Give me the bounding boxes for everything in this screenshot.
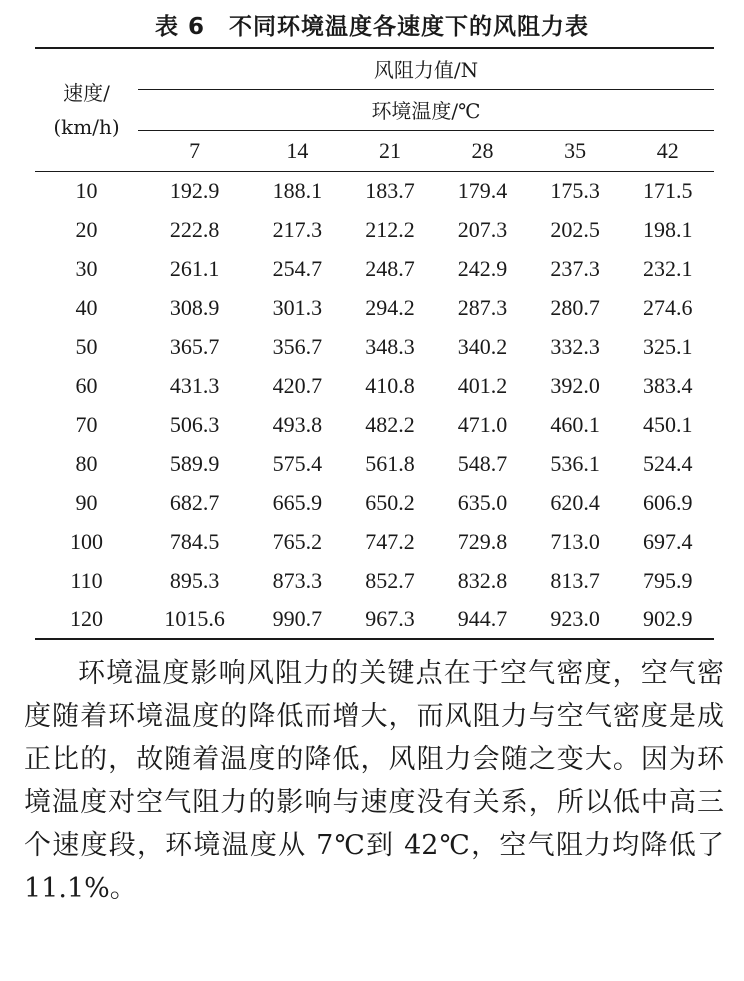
temp-header-cell: 14 [251,130,344,171]
value-cell: 188.1 [272,177,323,203]
value-cell: 561.8 [365,450,415,476]
speed-cell: 70 [75,411,98,437]
value-cell: 795.9 [642,567,693,593]
speed-header-line1: 速度/ [63,80,110,105]
value-cell: 383.4 [642,372,693,398]
value-cell: 606.9 [642,489,693,515]
paragraph: 环境温度影响风阻力的关键点在于空气密度，空气密度随着环境温度的降低而增大，而风阻力与空气密度是成正比的，故随着温度的降低，风阻力会随之变大。因为环境温度对空气阻力的影响与速度没有关系，所以低中高三个速度段，环境温度从 7℃到 42℃，空气阻力均降低了 11.1%。 [24,658,724,904]
value-cell: 171.5 [642,177,693,203]
value-cell: 212.2 [365,216,415,242]
value-cell: 261.1 [169,255,220,281]
value-cell: 665.9 [272,489,323,515]
value-cell: 813.7 [550,567,600,593]
speed-cell: 10 [75,177,98,203]
value-cell: 506.3 [169,411,220,437]
table-body [35,171,714,639]
value-cell: 729.8 [457,528,508,554]
table-row [35,405,714,444]
value-cell: 179.4 [457,177,508,203]
speed-header-line2: (km/h) [53,114,120,139]
value-cell: 365.7 [169,333,220,359]
value-cell: 682.7 [169,489,220,515]
table-row [35,561,714,600]
value-cell: 635.0 [457,489,508,515]
value-cell: 356.7 [272,333,323,359]
speed-column-header [35,48,138,171]
value-cell: 242.9 [457,255,508,281]
value-cell: 990.7 [251,600,344,639]
value-cell: 217.3 [272,216,323,242]
value-cell: 650.2 [365,489,415,515]
value-cell: 524.4 [642,450,693,476]
value-cell: 575.4 [272,450,323,476]
table-row [35,483,714,522]
speed-cell: 30 [75,255,98,281]
speed-cell: 100 [70,528,103,554]
temp-header-cell: 42 [621,130,714,171]
value-cell: 902.9 [621,600,714,639]
value-cell: 873.3 [272,567,323,593]
value-cell: 392.0 [550,372,600,398]
value-cell: 198.1 [642,216,693,242]
temp-group-header: 环境温度/℃ [138,89,714,130]
speed-cell: 90 [75,489,98,515]
value-cell: 301.3 [272,294,323,320]
value-cell: 493.8 [272,411,323,437]
value-cell: 340.2 [457,333,508,359]
table-row [35,444,714,483]
table-row [35,249,714,288]
value-cell: 420.7 [272,372,323,398]
value-cell: 482.2 [365,411,415,437]
value-cell: 308.9 [169,294,220,320]
value-cell: 325.1 [642,333,693,359]
value-cell: 784.5 [169,528,220,554]
wind-resistance-table [35,47,714,640]
value-cell: 183.7 [365,177,415,203]
table-row [35,288,714,327]
table-row [35,327,714,366]
temp-header-cell: 7 [138,130,251,171]
value-cell: 536.1 [550,450,600,476]
speed-cell: 60 [75,372,98,398]
value-cell: 175.3 [550,177,600,203]
value-cell: 232.1 [642,255,693,281]
value-cell: 274.6 [642,294,693,320]
value-group-header: 风阻力值/N [138,48,714,89]
value-cell: 944.7 [436,600,529,639]
value-cell: 222.8 [169,216,220,242]
value-cell: 254.7 [272,255,323,281]
temp-header-cell: 35 [529,130,622,171]
value-cell: 967.3 [344,600,437,639]
value-cell: 747.2 [365,528,415,554]
value-cell: 287.3 [457,294,508,320]
header-row-value [35,48,714,89]
value-cell: 348.3 [365,333,415,359]
value-cell: 332.3 [550,333,600,359]
body-text [24,652,724,910]
value-cell: 202.5 [550,216,600,242]
value-cell: 471.0 [457,411,508,437]
value-cell: 895.3 [169,567,220,593]
value-cell: 431.3 [169,372,220,398]
speed-cell: 20 [75,216,98,242]
value-cell: 410.8 [365,372,415,398]
table-row [35,600,714,639]
speed-cell: 40 [75,294,98,320]
table-row [35,171,714,210]
speed-cell: 50 [75,333,98,359]
value-cell: 589.9 [169,450,220,476]
table-row [35,522,714,561]
table-row [35,210,714,249]
table-row [35,366,714,405]
value-cell: 280.7 [550,294,600,320]
value-cell: 765.2 [272,528,323,554]
value-cell: 192.9 [169,177,220,203]
speed-cell: 80 [75,450,98,476]
value-cell: 923.0 [529,600,622,639]
value-cell: 450.1 [642,411,693,437]
value-cell: 401.2 [457,372,508,398]
value-cell: 713.0 [550,528,600,554]
value-cell: 832.8 [457,567,508,593]
speed-cell: 120 [35,600,138,639]
value-cell: 697.4 [642,528,693,554]
speed-cell: 110 [70,567,103,593]
value-cell: 294.2 [365,294,415,320]
value-cell: 1015.6 [138,600,251,639]
temp-header-cell: 21 [344,130,437,171]
value-cell: 620.4 [550,489,600,515]
value-cell: 460.1 [550,411,600,437]
value-cell: 548.7 [457,450,508,476]
value-cell: 207.3 [457,216,508,242]
value-cell: 237.3 [550,255,600,281]
temp-header-cell: 28 [436,130,529,171]
table-caption: 表 6 不同环境温度各速度下的风阻力表 [154,14,589,40]
value-cell: 852.7 [365,567,415,593]
value-cell: 248.7 [365,255,415,281]
